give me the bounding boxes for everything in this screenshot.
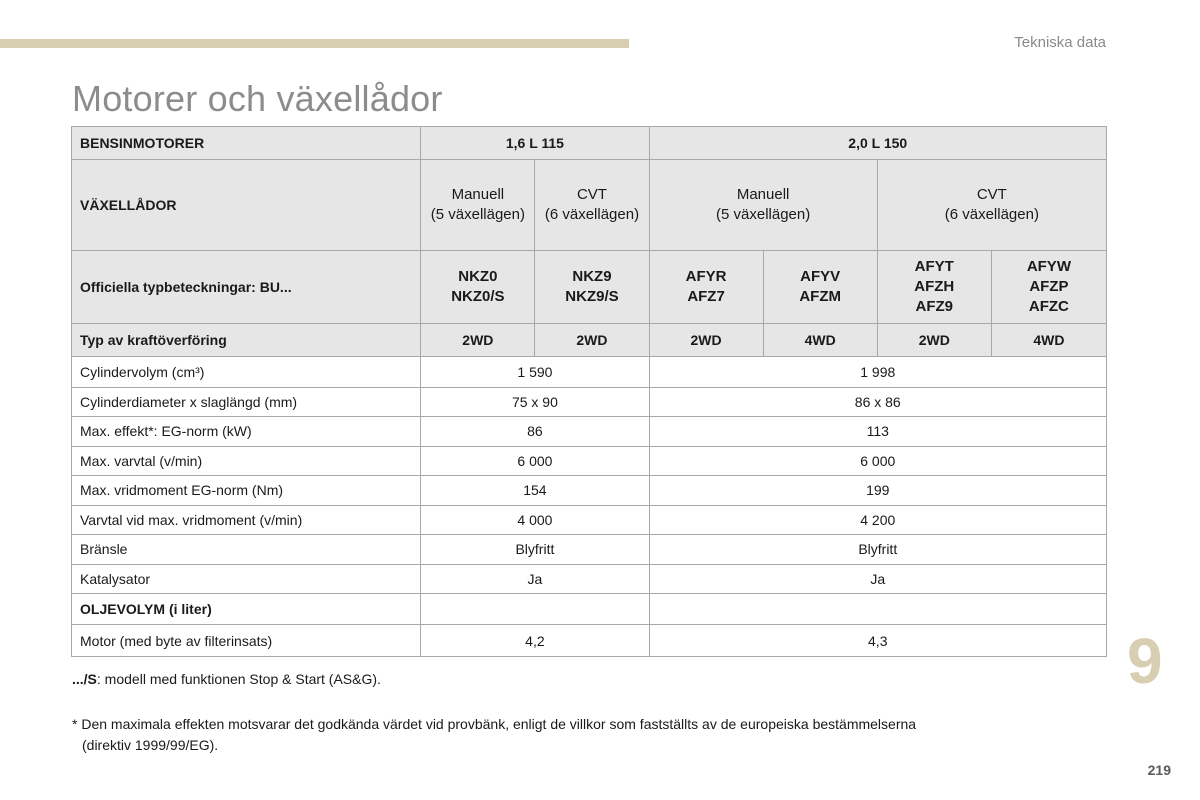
engine-2-value: 199 [649,476,1106,506]
power-footnote [72,714,1072,756]
type-code-cell: AFYW AFZP AFZC [991,251,1106,324]
engine-1-value: 75 x 90 [421,387,649,417]
row-label: Max. effekt*: EG-norm (kW) [72,417,421,447]
engine-1-value: 4 000 [421,505,649,535]
engine-2-value: Blyfritt [649,535,1106,565]
oil-volume-row [72,625,1107,657]
gearbox-cell: CVT (6 växellägen) [877,160,1106,251]
row-label: Motor (med byte av filterinsats) [72,625,421,657]
gearbox-label: VÄXELLÅDOR [72,160,421,251]
drive-type-label: Typ av kraftöverföring [72,324,421,357]
engine-2-value: 1 998 [649,357,1106,388]
drive-type-row [72,324,1107,357]
row-label: Cylinderdiameter x slaglängd (mm) [72,387,421,417]
gearbox-cell: Manuell (5 växellägen) [649,160,877,251]
type-code-cell: AFYR AFZ7 [649,251,763,324]
oil-volume-header-row [72,594,1107,625]
drive-type-cell: 4WD [763,324,877,357]
engine-spec-table [71,126,1107,657]
table-row [72,505,1107,535]
row-label: Cylindervolym (cm³) [72,357,421,388]
engines-label: BENSINMOTORER [72,127,421,160]
engine-2-value: Ja [649,564,1106,594]
type-code-label: Officiella typbeteckningar: BU... [72,251,421,324]
engine-1-value: 6 000 [421,446,649,476]
drive-type-cell: 2WD [877,324,991,357]
engine-1-header: 1,6 L 115 [421,127,649,160]
table-row [72,357,1107,388]
stop-start-text: : modell med funktionen Stop & Start (AS&G). [96,671,381,687]
type-code-cell: NKZ9 NKZ9/S [535,251,649,324]
engine-2-value: 113 [649,417,1106,447]
stop-start-note [72,671,381,687]
engine-header-row [72,127,1107,160]
gearbox-row [72,160,1107,251]
table-row [72,446,1107,476]
type-code-cell: AFYT AFZH AFZ9 [877,251,991,324]
gearbox-cell: CVT (6 växellägen) [535,160,649,251]
footnote-line-1: * Den maximala effekten motsvarar det godkända värdet vid provbänk, enligt de villkor som fastställts av de europeiska bestämmelserna [72,716,917,732]
engine-1-value: Blyfritt [421,535,649,565]
engine-1-value: 4,2 [421,625,649,657]
row-label: Max. varvtal (v/min) [72,446,421,476]
chapter-number: 9 [1127,625,1163,697]
row-label: Bränsle [72,535,421,565]
drive-type-cell: 2WD [649,324,763,357]
engine-2-value: 6 000 [649,446,1106,476]
row-label: Varvtal vid max. vridmoment (v/min) [72,505,421,535]
drive-type-cell: 4WD [991,324,1106,357]
top-accent-bar [0,39,629,48]
engine-2-value: 4 200 [649,505,1106,535]
stop-start-prefix: .../S [72,671,97,687]
row-label: Max. vridmoment EG-norm (Nm) [72,476,421,506]
drive-type-cell: 2WD [421,324,535,357]
engine-1-value: 1 590 [421,357,649,388]
engine-2-value: 86 x 86 [649,387,1106,417]
engine-2-value: 4,3 [649,625,1106,657]
page-title: Motorer och växellådor [72,78,443,119]
engine-1-value: 154 [421,476,649,506]
table-row [72,417,1107,447]
type-code-cell: NKZ0 NKZ0/S [421,251,535,324]
table-row [72,387,1107,417]
section-label: Tekniska data [1014,34,1106,51]
row-label: Katalysator [72,564,421,594]
engine-2-header: 2,0 L 150 [649,127,1106,160]
type-code-cell: AFYV AFZM [763,251,877,324]
table-row [72,564,1107,594]
engine-1-value: Ja [421,564,649,594]
drive-type-cell: 2WD [535,324,649,357]
engine-1-value: 86 [421,417,649,447]
table-row [72,476,1107,506]
page-number: 219 [1147,762,1171,778]
table-row [72,535,1107,565]
footnote-line-2: (direktiv 1999/99/EG). [82,737,219,753]
gearbox-cell: Manuell (5 växellägen) [421,160,535,251]
type-code-row [72,251,1107,324]
oil-volume-label: OLJEVOLYM (i liter) [72,594,421,625]
